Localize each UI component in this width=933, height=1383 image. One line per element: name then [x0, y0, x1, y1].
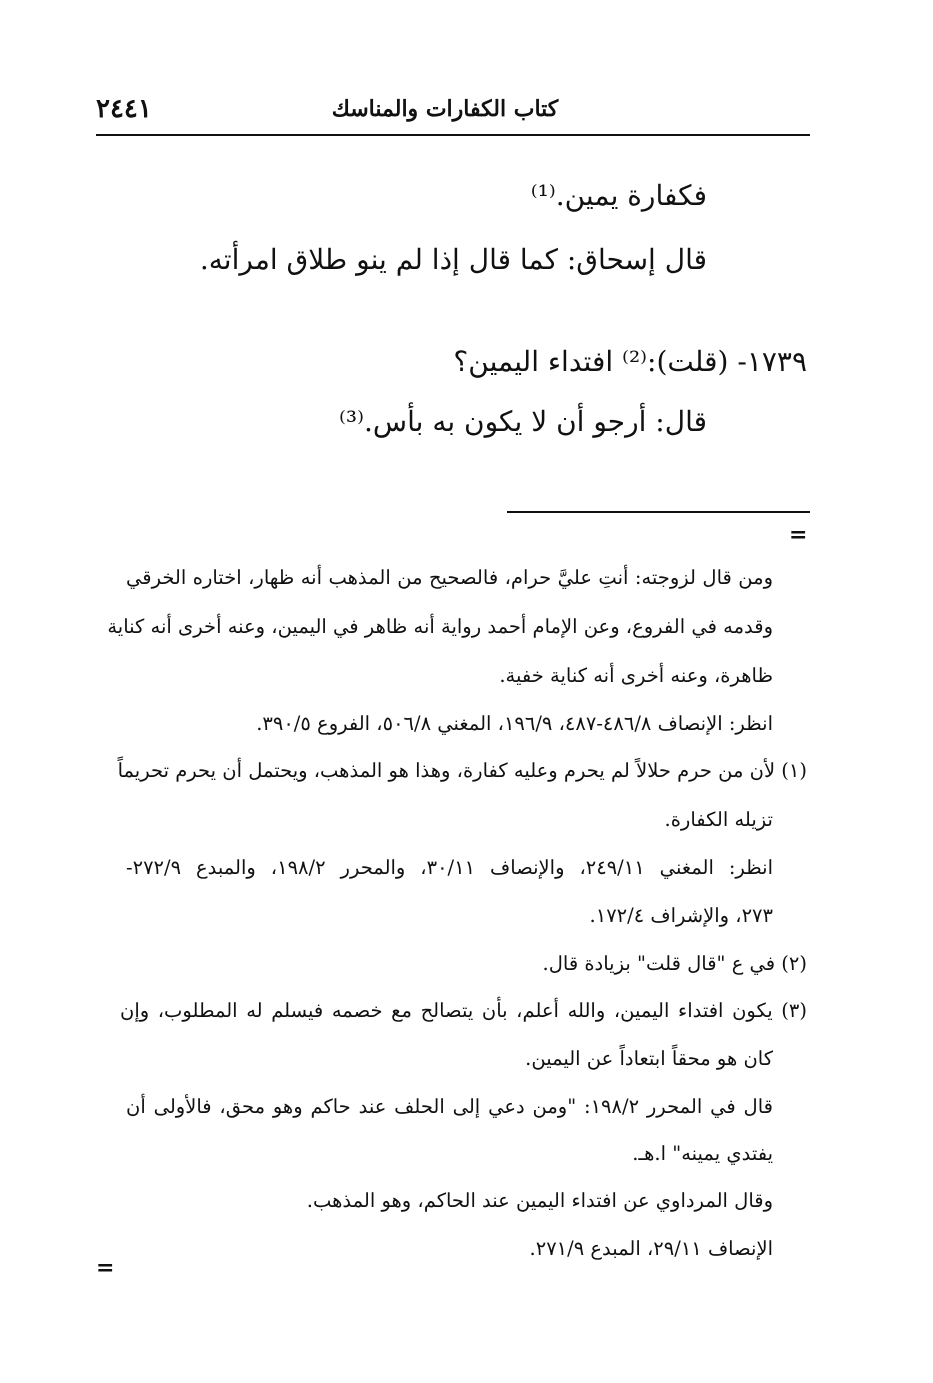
- footnote-line: ظاهرة، وعنه أخرى أنه كناية خفية.: [499, 664, 773, 687]
- footnote-line: تزيله الكفارة.: [664, 808, 773, 831]
- footnote-reference: الإنصاف ٢٩/١١، المبدع ٢٧١/٩.: [529, 1237, 773, 1260]
- running-title: كتاب الكفارات والمناسك: [331, 96, 559, 122]
- issue-1739-answer: قال: أرجو أن لا يكون به بأس.⁽³⁾: [339, 405, 707, 438]
- issue-1739-question: ١٧٣٩- (قلت):⁽²⁾ افتداء اليمين؟: [453, 345, 807, 378]
- main-line-1: فكفارة يمين.⁽¹⁾: [530, 179, 707, 212]
- continuation-mark-top: =: [789, 522, 808, 548]
- footnote-line: قال في المحرر ١٩٨/٢: "ومن دعي إلى الحلف عند حاكم وهو محق، فالأولى أن: [126, 1095, 773, 1118]
- footnote-2: (٢) في ع "قال قلت" بزيادة قال.: [542, 952, 807, 975]
- footnote-1: (١) لأن من حرم حلالاً لم يحرم وعليه كفارة، وهذا هو المذهب، ويحتمل أن يحرم تحريماً: [117, 759, 807, 782]
- footnote-line: يفتدي يمينه" ا.هـ.: [632, 1142, 773, 1165]
- footnote-3: (٣) يكون افتداء اليمين، والله أعلم، بأن يتصالح مع خصمه فيسلم له المطلوب، وإن: [120, 999, 807, 1022]
- page-number: ٢٤٤١: [96, 94, 152, 124]
- footnote-line: ٢٧٣، والإشراف ١٧٢/٤.: [589, 904, 773, 927]
- footnote-line: كان هو محقاً ابتعاداً عن اليمين.: [525, 1047, 773, 1070]
- footnote-reference: انظر: المغني ٢٤٩/١١، والإنصاف ٣٠/١١، والمحرر ١٩٨/٢، والمبدع ٢٧٢/٩-: [126, 856, 773, 879]
- main-line-2: قال إسحاق: كما قال إذا لم ينو طلاق امرأته.: [199, 243, 707, 276]
- continuation-mark-bottom: =: [96, 1255, 115, 1281]
- footnote-line: وقال المرداوي عن افتداء اليمين عند الحاكم، وهو المذهب.: [306, 1189, 773, 1212]
- footnote-separator: [507, 511, 810, 513]
- footnote-line: ومن قال لزوجته: أنتِ عليَّ حرام، فالصحيح من المذهب أنه ظهار، اختاره الخرقي: [126, 566, 773, 589]
- footnote-line: وقدمه في الفروع، وعن الإمام أحمد رواية أنه ظاهر في اليمين، وعنه أخرى أنه كناية: [107, 615, 773, 638]
- footnote-reference: انظر: الإنصاف ٤٨٦/٨-٤٨٧، ١٩٦/٩، المغني ٥٠٦/٨، الفروع ٣٩٠/٥.: [256, 712, 773, 735]
- header-rule: [96, 134, 810, 136]
